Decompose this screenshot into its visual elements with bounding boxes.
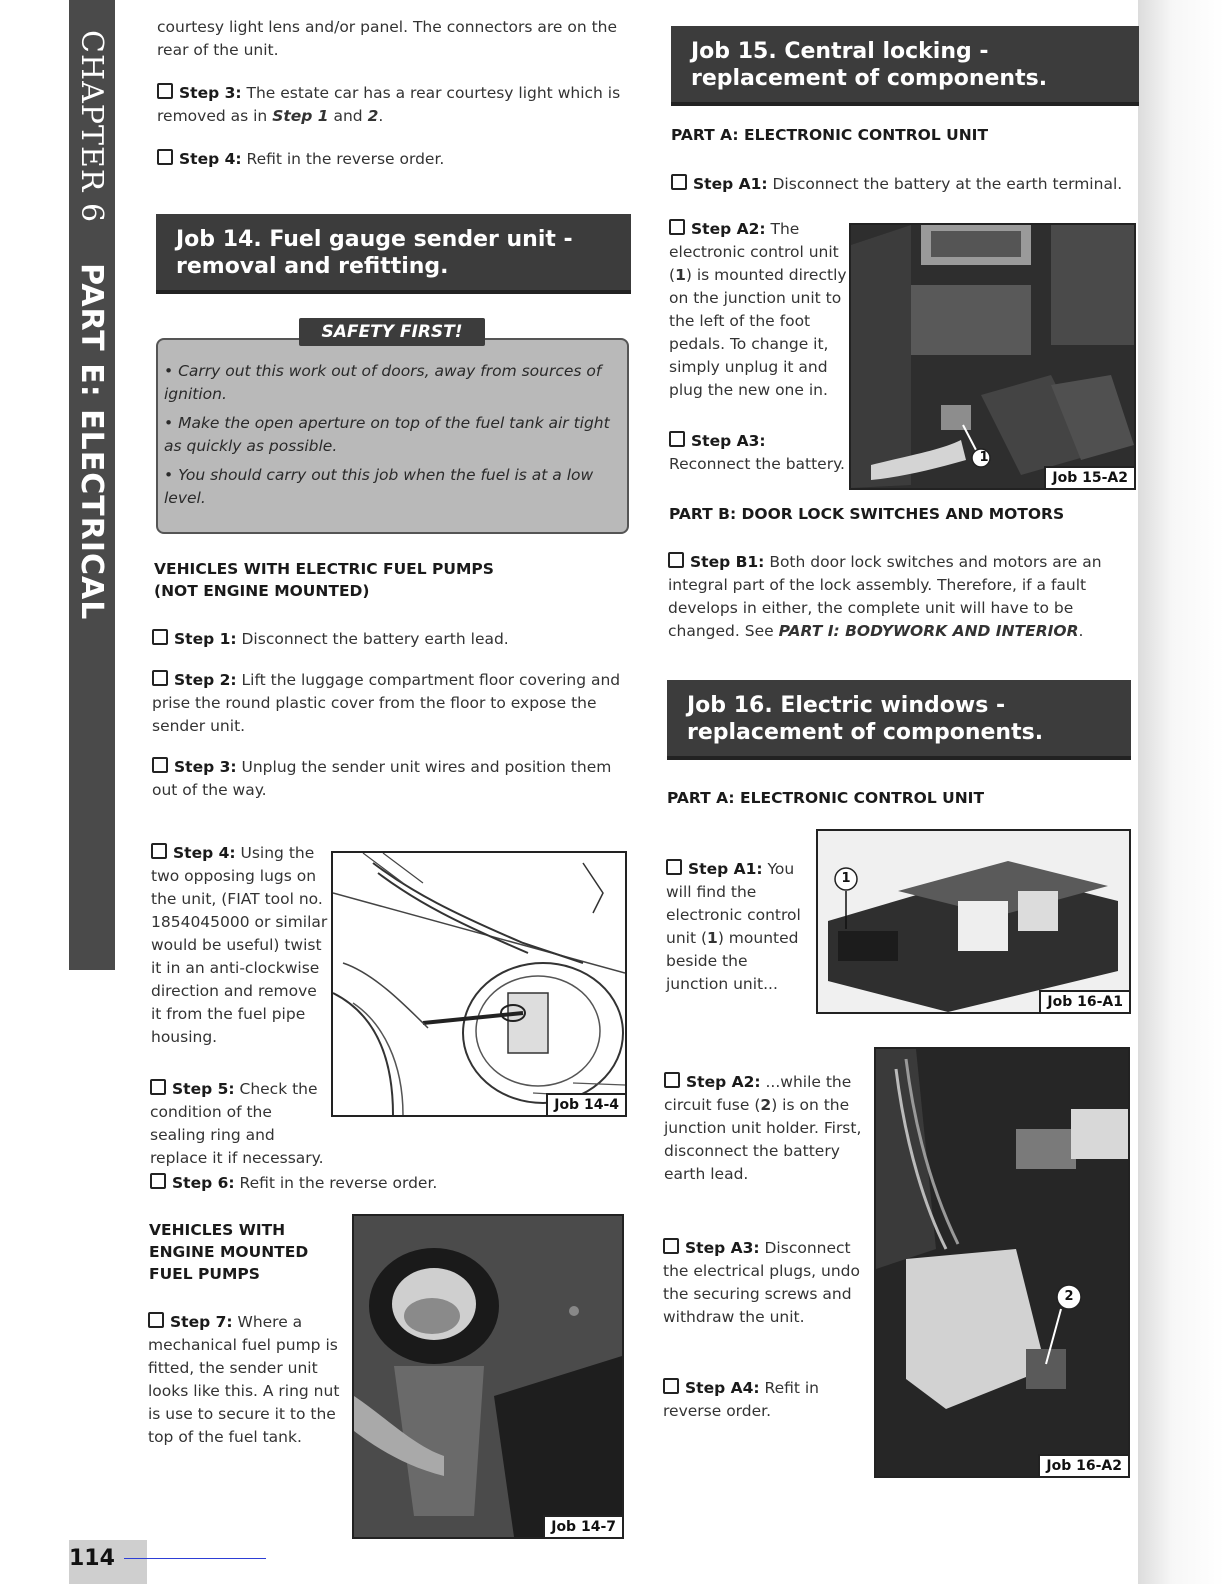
checkbox-icon xyxy=(663,1238,679,1254)
checkbox-icon xyxy=(666,859,682,875)
checkbox-icon xyxy=(669,219,685,235)
heading-electric-pumps: VEHICLES WITH ELECTRIC FUEL PUMPS (NOT ENGINE MOUNTED) xyxy=(154,560,494,600)
j15-step-a1: Step A1: Disconnect the battery at the earth terminal. xyxy=(671,173,1131,196)
callout-1-j16: 1 xyxy=(841,871,851,886)
figure-job-15-a2 xyxy=(849,223,1136,490)
fuse-holder-photo xyxy=(876,1049,1128,1476)
sidebar-chapter: CHAPTER 6 xyxy=(74,30,110,224)
checkbox-icon xyxy=(148,1312,164,1328)
checkbox-icon xyxy=(668,552,684,568)
figure-label: Job 16-A2 xyxy=(1038,1454,1128,1476)
left-intro xyxy=(157,16,627,171)
safety-item: • You should carry out this job when the fuel is at a low level. xyxy=(164,466,594,507)
junction-unit-photo xyxy=(818,831,1129,1012)
j15-step-a3: Step A3: Reconnect the battery. xyxy=(669,432,845,473)
callout-2: 2 xyxy=(1064,1289,1074,1304)
step-5: Step 5: Check the condition of the sealing ring and replace it if necessary. xyxy=(150,1080,324,1167)
job15-banner: Job 15. Central locking - replacement of components. xyxy=(671,26,1139,106)
fuel-sender-drawing xyxy=(333,853,625,1115)
j16-step-a2: Step A2: ...while the circuit fuse (2) is on the junction unit holder. First, disconnect the battery earth lead. xyxy=(664,1073,862,1183)
page-edge-shadow xyxy=(1138,0,1224,1584)
heading-part-a-15: PART A: ELECTRONIC CONTROL UNIT xyxy=(671,126,989,144)
footer-rule xyxy=(124,1558,266,1559)
checkbox-icon xyxy=(157,83,173,99)
step-2: Step 2: Lift the luggage compartment floor covering and prise the round plastic cover from the floor to expose the sender unit. xyxy=(152,671,621,735)
step-6: Step 6: Refit in the reverse order. xyxy=(150,1172,620,1195)
checkbox-icon xyxy=(664,1072,680,1088)
checkbox-icon xyxy=(671,174,687,190)
figure-job-16-a2 xyxy=(874,1047,1130,1478)
job16-banner: Job 16. Electric windows - replacement of components. xyxy=(667,680,1131,760)
figure-label: Job 14-4 xyxy=(546,1093,625,1115)
callout-1: 1 xyxy=(979,450,989,465)
step-4-refit: Step 4: Refit in the reverse order. xyxy=(157,148,627,171)
step-3: Step 3: Unplug the sender unit wires and position them out of the way. xyxy=(152,758,612,799)
step-4-using: Step 4: Using the two opposing lugs on the unit, (FIAT tool no. 1854045000 or similar would be useful) twist it in an anti-clockwise direction and remove it from the fuel pipe housing. xyxy=(151,844,328,1046)
heading-part-b: PART B: DOOR LOCK SWITCHES AND MOTORS xyxy=(669,505,1065,523)
safety-item: • Carry out this work out of doors, away from sources of ignition. xyxy=(164,362,602,403)
safety-item: • Make the open aperture on top of the fuel tank air tight as quickly as possible. xyxy=(164,414,610,455)
figure-job-14-7 xyxy=(352,1214,624,1539)
checkbox-icon xyxy=(152,629,168,645)
checkbox-icon xyxy=(663,1378,679,1394)
figure-job-16-a1 xyxy=(816,829,1131,1014)
heading-part-a-16: PART A: ELECTRONIC CONTROL UNIT xyxy=(667,789,985,807)
safety-title: SAFETY FIRST! xyxy=(299,318,485,346)
j15-step-a2: Step A2: The electronic control unit (1) is mounted directly on the junction unit to the left of the foot pedals. To change it, simply unplug it and plug the new one in. xyxy=(669,220,847,399)
figure-label: Job 14-7 xyxy=(543,1515,622,1537)
figure-label: Job 15-A2 xyxy=(1044,466,1134,488)
j15-step-b1: Step B1: Both door lock switches and motors are an integral part of the lock assembly. Therefore, if a fault develops in either, the complete unit will have to be changed. See PART I: BODYWORK AND INTERIOR. xyxy=(668,553,1102,640)
j16-step-a3: Step A3: Disconnect the electrical plugs, undo the securing screws and withdraw the unit. xyxy=(663,1239,860,1326)
checkbox-icon xyxy=(669,431,685,447)
figure-label: Job 16-A1 xyxy=(1039,990,1129,1012)
checkbox-icon xyxy=(150,1079,166,1095)
job14-banner: Job 14. Fuel gauge sender unit - removal and refitting. xyxy=(156,214,631,294)
left-steps xyxy=(152,628,627,802)
safety-box xyxy=(156,338,629,534)
checkbox-icon xyxy=(152,670,168,686)
ring-nut-photo xyxy=(354,1216,622,1537)
sidebar-part: PART E: ELECTRICAL xyxy=(74,263,110,621)
chapter-sidebar xyxy=(69,0,115,970)
checkbox-icon xyxy=(151,843,167,859)
j16-step-a4: Step A4: Refit in reverse order. xyxy=(663,1379,820,1420)
step-3-courtesy: Step 3: The estate car has a rear courtesy light which is removed as in Step 1 and 2. xyxy=(157,84,621,125)
step-7: Step 7: Where a mechanical fuel pump is fitted, the sender unit looks like this. A ring nut is use to secure it to the top of the fuel tank. xyxy=(148,1313,340,1446)
page-number: 114 xyxy=(69,1540,147,1584)
step-1: Step 1: Disconnect the battery earth lead. xyxy=(152,628,627,651)
j16-step-a1: Step A1: You will find the electronic control unit (1) mounted beside the junction unit... xyxy=(666,860,801,993)
checkbox-icon xyxy=(157,149,173,165)
heading-engine-pumps: VEHICLES WITH ENGINE MOUNTED FUEL PUMPS xyxy=(149,1221,309,1283)
intro-text: courtesy light lens and/or panel. The connectors are on the rear of the unit. xyxy=(157,18,618,59)
figure-job-14-4 xyxy=(331,851,627,1117)
checkbox-icon xyxy=(150,1173,166,1189)
checkbox-icon xyxy=(152,757,168,773)
